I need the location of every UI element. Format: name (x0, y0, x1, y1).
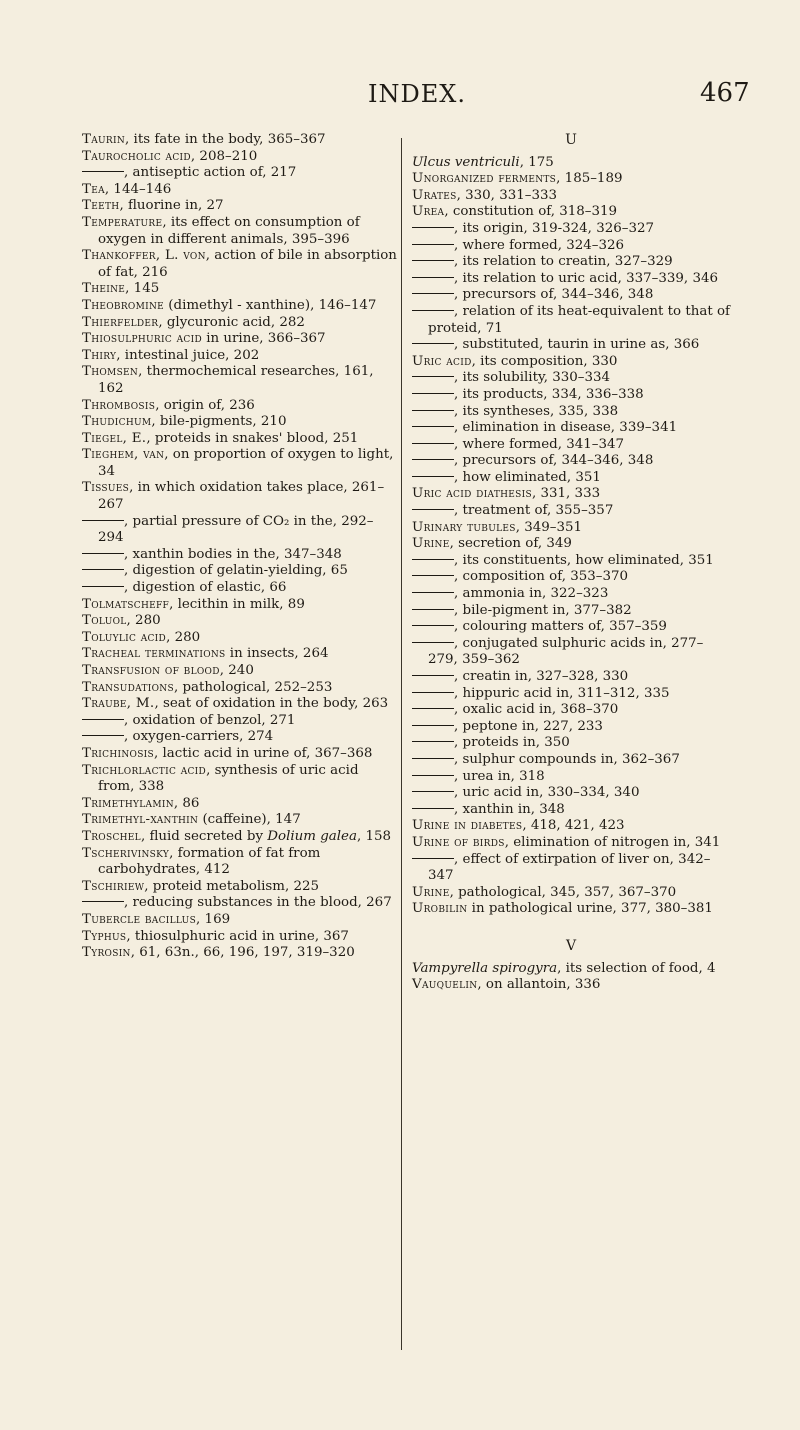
entry-heading: Urobilin (412, 901, 468, 917)
index-entry (82, 713, 398, 730)
entry-text: , 144–146 (104, 181, 172, 197)
ditto-dash (412, 808, 454, 809)
entry-text: , reducing substances in the blood, 267 (124, 895, 392, 911)
index-entry (82, 182, 398, 199)
index-entry (82, 248, 398, 281)
entry-text: , lecithin in milk, 89 (169, 596, 305, 612)
index-entry (412, 785, 730, 802)
entry-text: (dimethyl - xanthine), 146–147 (164, 297, 377, 313)
entry-text: , its fate in the body, 365–367 (125, 132, 326, 147)
index-entry (82, 846, 398, 879)
ditto-dash (412, 609, 454, 610)
entry-text: , proteids in, 350 (454, 735, 570, 751)
entry-text: , its products, 334, 336–338 (454, 386, 644, 402)
entry-text: , bile-pigment in, 377–382 (454, 602, 632, 618)
entry-heading: Uric acid diathesis (412, 486, 532, 502)
index-entry (82, 547, 398, 564)
index-entry (412, 470, 730, 487)
entry-heading: Thiry (82, 347, 117, 363)
left-index-column (82, 132, 398, 962)
ditto-dash (412, 376, 454, 377)
entry-text: , intestinal juice, 202 (116, 347, 260, 363)
index-entry (82, 431, 398, 448)
ditto-dash (412, 741, 454, 742)
ditto-dash (82, 171, 124, 172)
ditto-dash (412, 775, 454, 776)
index-entry (412, 735, 730, 752)
entry-text: , in which oxidation takes place, 261–267 (98, 480, 385, 513)
index-entry (412, 204, 730, 221)
index-entry (412, 636, 730, 669)
index-entry (412, 171, 730, 188)
index-entry (412, 337, 730, 354)
index-entry (412, 769, 730, 786)
index-entry (82, 315, 398, 332)
entry-text: , precursors of, 344–346, 348 (454, 287, 654, 303)
entry-heading-italic: Vampyrella spirogyra (412, 960, 558, 976)
ditto-dash (412, 708, 454, 709)
index-entry (82, 829, 398, 846)
entry-text: , its solubility, 330–334 (454, 370, 611, 386)
section-letter-v: V (565, 937, 577, 954)
entry-heading: Traube, M. (82, 696, 155, 712)
index-entry (82, 348, 398, 365)
index-entry (82, 696, 398, 713)
index-entry (412, 271, 730, 288)
entry-heading: Tolmatscheff (82, 596, 170, 612)
entry-heading: Trimethyl-xanthin (82, 812, 199, 828)
entry-text: , 61, 63n., 66, 196, 197, 319–320 (130, 945, 355, 961)
entry-text: , 145 (125, 281, 160, 297)
entry-text: , secretion of, 349 (449, 536, 572, 552)
ditto-dash (82, 553, 124, 554)
index-entry (412, 354, 730, 371)
entry-text: , xanthin in, 348 (454, 801, 565, 817)
entry-text: , how eliminated, 351 (454, 469, 601, 485)
entry-text: , 418, 421, 423 (522, 818, 625, 834)
entry-text: , substituted, taurin in urine as, 366 (454, 337, 700, 353)
entry-text: , colouring matters of, 357–359 (454, 619, 667, 635)
ditto-dash (412, 692, 454, 693)
entry-heading: Urine (412, 884, 450, 900)
entry-text: , constitution of, 318–319 (444, 204, 618, 220)
index-entry (412, 420, 730, 437)
entry-text: , 86 (173, 795, 200, 811)
entry-text: , hippuric acid in, 311–312, 335 (454, 685, 670, 701)
index-entry (82, 879, 398, 896)
index-entry (412, 503, 730, 520)
entry-text: , oxygen-carriers, 274 (124, 729, 274, 745)
entry-heading: Trichinosis (82, 745, 154, 761)
index-entry (412, 304, 730, 337)
right-index-column (412, 132, 730, 994)
index-entry (412, 155, 730, 172)
ditto-dash (82, 520, 124, 521)
entry-text: , creatin in, 327–328, 330 (454, 669, 629, 684)
entry-text: , where formed, 341–347 (454, 436, 625, 452)
index-entry (412, 752, 730, 769)
entry-text: , peptone in, 227, 233 (454, 718, 603, 734)
index-entry (82, 613, 398, 630)
entry-text: , precursors of, 344–346, 348 (454, 453, 654, 469)
index-entry (412, 719, 730, 736)
entry-heading: Tscherivinsky (82, 845, 170, 861)
entry-text: , its effect on consumption of oxygen in different animals, 395–396 (98, 214, 360, 247)
index-entry (412, 686, 730, 703)
ditto-dash (412, 758, 454, 759)
entry-text: , 175 (519, 154, 554, 170)
entry-heading: Urine of birds (412, 834, 505, 850)
entry-heading: Toluylic acid (82, 629, 167, 645)
index-entry (412, 287, 730, 304)
ditto-dash (412, 476, 454, 477)
entry-text: , lactic acid in urine of, 367–368 (154, 745, 373, 761)
index-entry (82, 912, 398, 929)
ditto-dash (412, 575, 454, 576)
entry-text: , partial pressure of CO₂ in the, 292–294 (98, 513, 374, 546)
v-entries (412, 961, 730, 994)
index-entry (412, 835, 730, 852)
entry-text: , sulphur compounds in, 362–367 (454, 751, 680, 767)
entry-text: , its syntheses, 335, 338 (454, 403, 619, 419)
entry-text: , 280 (126, 613, 161, 629)
index-entry (82, 165, 398, 182)
entry-text: , treatment of, 355–357 (454, 503, 614, 519)
page-title: INDEX. (368, 80, 466, 108)
ditto-dash (82, 569, 124, 570)
entry-heading: Urates (412, 187, 457, 203)
entry-heading: Taurin (82, 132, 126, 147)
index-entry (82, 414, 398, 431)
index-entry (82, 398, 398, 415)
entry-text: , elimination in disease, 339–341 (454, 420, 678, 436)
entry-text: , 240 (219, 663, 254, 678)
entry-italic-term: Dolium galea (267, 828, 357, 844)
entry-heading: Thankoffer, L. von (82, 248, 206, 264)
index-entry (82, 763, 398, 796)
entry-text: , thermochemical researches, 161, 162 (98, 364, 374, 396)
index-entry (82, 198, 398, 215)
entry-heading: Typhus (82, 928, 127, 944)
index-entry (82, 729, 398, 746)
ditto-dash (412, 293, 454, 294)
index-entry (412, 486, 730, 503)
index-entry (82, 945, 398, 962)
entry-text: , action of bile in absorption of fat, 216 (98, 248, 397, 280)
entry-text: in insects, 264 (225, 646, 329, 662)
entry-heading: Teeth (82, 198, 120, 214)
entry-text: , formation of fat from carbohydrates, 412 (98, 845, 321, 878)
index-entry (82, 364, 398, 397)
index-entry (82, 597, 398, 614)
ditto-dash (412, 858, 454, 859)
entry-heading: Temperature (82, 214, 163, 230)
entry-heading: Transfusion of blood (82, 663, 220, 678)
ditto-dash (412, 592, 454, 593)
index-entry (82, 646, 398, 663)
entry-text: , xanthin bodies in the, 347–348 (124, 546, 342, 562)
entry-heading: Tea (82, 181, 105, 197)
entry-text: , its composition, 330 (471, 353, 618, 369)
entry-text: , conjugated sulphuric acids in, 277–279, 359–362 (428, 635, 704, 668)
index-entry (412, 437, 730, 454)
index-entry (412, 818, 730, 835)
index-entry (412, 370, 730, 387)
index-entry (412, 453, 730, 470)
ditto-dash (412, 343, 454, 344)
ditto-dash (412, 559, 454, 560)
entry-heading: Tubercle bacillus (82, 911, 197, 927)
index-entry (412, 885, 730, 902)
entry-text: , synthesis of uric acid from, 338 (98, 762, 359, 795)
index-entry (412, 188, 730, 205)
index-entry (412, 404, 730, 421)
index-entry (412, 221, 730, 238)
entry-text: , on proportion of oxygen to light, 34 (98, 447, 394, 479)
ditto-dash (82, 901, 124, 902)
index-entry (412, 238, 730, 255)
entry-text: , proteids in snakes' blood, 251 (146, 430, 359, 446)
entry-heading: Toluol (82, 613, 127, 629)
entry-text: , 185–189 (556, 171, 623, 187)
index-entry (82, 680, 398, 697)
entry-text: , pathological, 345, 357, 367–370 (449, 884, 677, 900)
ditto-dash (82, 586, 124, 587)
entry-text: in urine, 366–367 (201, 331, 326, 347)
entry-heading: Thierfelder (82, 314, 159, 330)
index-entry (412, 961, 730, 978)
entry-text: , 330, 331–333 (456, 187, 558, 203)
index-entry (412, 586, 730, 603)
index-entry (82, 563, 398, 580)
entry-heading-italic: Ulcus ventriculi (412, 154, 520, 170)
entry-text: , oxidation of benzol, 271 (124, 712, 296, 728)
index-entry (82, 630, 398, 647)
entry-text: , 169 (196, 911, 231, 927)
ditto-dash (412, 310, 454, 311)
entry-text: , digestion of elastic, 66 (124, 580, 287, 596)
entry-text: , urea in, 318 (454, 768, 545, 784)
index-entry (82, 514, 398, 547)
ditto-dash (412, 459, 454, 460)
entry-text: , antiseptic action of, 217 (124, 165, 297, 181)
entry-text: , relation of its heat-equivalent to that of proteid, 71 (428, 303, 730, 336)
index-entry (82, 298, 398, 315)
entry-text: , proteid metabolism, 225 (144, 878, 320, 894)
ditto-dash (412, 675, 454, 676)
index-entry (412, 802, 730, 819)
page-number: 467 (700, 78, 750, 108)
section-letter-u: U (565, 132, 577, 148)
index-entry (82, 480, 398, 513)
index-entry (82, 746, 398, 763)
entry-text: , 280 (166, 629, 201, 645)
entry-heading: Trichlorlactic acid (82, 762, 207, 778)
entry-heading: Urea (412, 204, 445, 220)
entry-heading: Tissues (82, 480, 130, 496)
entry-text: , composition of, 353–370 (454, 569, 629, 585)
entry-heading: Thudichum (82, 414, 152, 430)
ditto-dash (412, 791, 454, 792)
index-entry (82, 215, 398, 248)
index-entry (412, 702, 730, 719)
entry-heading: Urine in diabetes (412, 818, 523, 834)
entry-text: , ammonia in, 322–323 (454, 586, 609, 602)
index-entry (412, 536, 730, 553)
entry-text: , pathological, 252–253 (173, 679, 333, 695)
entry-text: , its selection of food, 4 (557, 960, 716, 976)
index-entry (412, 520, 730, 537)
entry-text: , 208–210 (190, 148, 258, 164)
entry-text: , 349–351 (515, 519, 583, 535)
entry-tail: , 158 (356, 828, 392, 844)
ditto-dash (412, 426, 454, 427)
index-entry (412, 977, 730, 994)
entry-heading: Transudations (82, 679, 174, 695)
entry-text: , its origin, 319-324, 326–327 (454, 220, 655, 236)
index-entry (82, 132, 398, 149)
entry-text: , on allantoin, 336 (477, 977, 601, 993)
index-entry (82, 580, 398, 597)
entry-text: , digestion of gelatin-yielding, 65 (124, 563, 348, 579)
entry-heading: Thiosulphuric acid (82, 331, 202, 347)
u-entries (412, 155, 730, 918)
entry-text: , its relation to creatin, 327–329 (454, 254, 673, 270)
index-entry (412, 387, 730, 404)
entry-text: , 331, 333 (531, 486, 601, 502)
entry-text: , uric acid in, 330–334, 340 (454, 785, 640, 801)
index-entry (82, 812, 398, 829)
index-entry (412, 619, 730, 636)
entry-heading: Tyrosin (82, 945, 131, 961)
entry-heading: Tschiriew (82, 878, 145, 894)
entry-heading: Thomsen (82, 364, 139, 380)
ditto-dash (412, 277, 454, 278)
index-entry (82, 331, 398, 348)
index-entry (82, 929, 398, 946)
entry-text: , thiosulphuric acid in urine, 367 (126, 928, 349, 944)
index-entry (412, 254, 730, 271)
index-entry (82, 447, 398, 480)
column-divider (401, 138, 402, 1350)
entry-heading: Tiegel, E. (82, 430, 147, 446)
entry-heading: Tracheal terminations (82, 646, 226, 662)
index-entry (412, 901, 730, 918)
index-entry (82, 895, 398, 912)
index-entry (412, 669, 730, 686)
index-entry (82, 149, 398, 166)
page-header (0, 80, 800, 120)
entry-heading: Urinary tubules (412, 519, 516, 535)
entry-heading: Troschel (82, 828, 141, 844)
ditto-dash (412, 725, 454, 726)
entry-text: in pathological urine, 377, 380–381 (467, 901, 713, 917)
entry-text: , bile-pigments, 210 (151, 414, 287, 430)
entry-text: , fluid secreted by (140, 828, 268, 844)
entry-heading: Unorganized ferments (412, 171, 557, 187)
ditto-dash (82, 719, 124, 720)
ditto-dash (412, 393, 454, 394)
entry-text: (caffeine), 147 (198, 812, 301, 828)
entry-text: , fluorine in, 27 (119, 198, 224, 214)
entry-text: , oxalic acid in, 368–370 (454, 702, 619, 718)
ditto-dash (412, 443, 454, 444)
index-entry (412, 553, 730, 570)
entry-text: , its relation to uric acid, 337–339, 346 (454, 270, 719, 286)
entry-heading: Vauquelin (412, 977, 478, 993)
entry-text: , origin of, 236 (155, 397, 255, 413)
entry-text: , where formed, 324–326 (454, 237, 625, 253)
index-entry (412, 852, 730, 885)
index-entry (82, 796, 398, 813)
ditto-dash (412, 227, 454, 228)
entry-heading: Uric acid (412, 353, 472, 369)
entry-heading: Taurocholic acid (82, 148, 191, 164)
entry-text: , seat of oxidation in the body, 263 (154, 696, 389, 712)
ditto-dash (412, 509, 454, 510)
entry-text: , glycuronic acid, 282 (158, 314, 305, 330)
ditto-dash (412, 260, 454, 261)
entry-heading: Tieghem, van (82, 447, 165, 463)
index-entry (82, 281, 398, 298)
entry-text: , effect of extirpation of liver on, 342–347 (428, 851, 711, 884)
entry-heading: Theobromine (82, 297, 165, 313)
entry-text: , its constituents, how eliminated, 351 (454, 552, 714, 568)
ditto-dash (82, 735, 124, 736)
index-entry (412, 603, 730, 620)
ditto-dash (412, 410, 454, 411)
ditto-dash (412, 244, 454, 245)
entry-heading: Trimethylamin (82, 795, 174, 811)
index-entry (412, 569, 730, 586)
ditto-dash (412, 625, 454, 626)
index-entry (82, 663, 398, 680)
entry-heading: Theine (82, 281, 126, 297)
ditto-dash (412, 642, 454, 643)
entry-text: , elimination of nitrogen in, 341 (504, 834, 721, 850)
entry-heading: Thrombosis (82, 397, 156, 413)
entry-heading: Urine (412, 536, 450, 552)
